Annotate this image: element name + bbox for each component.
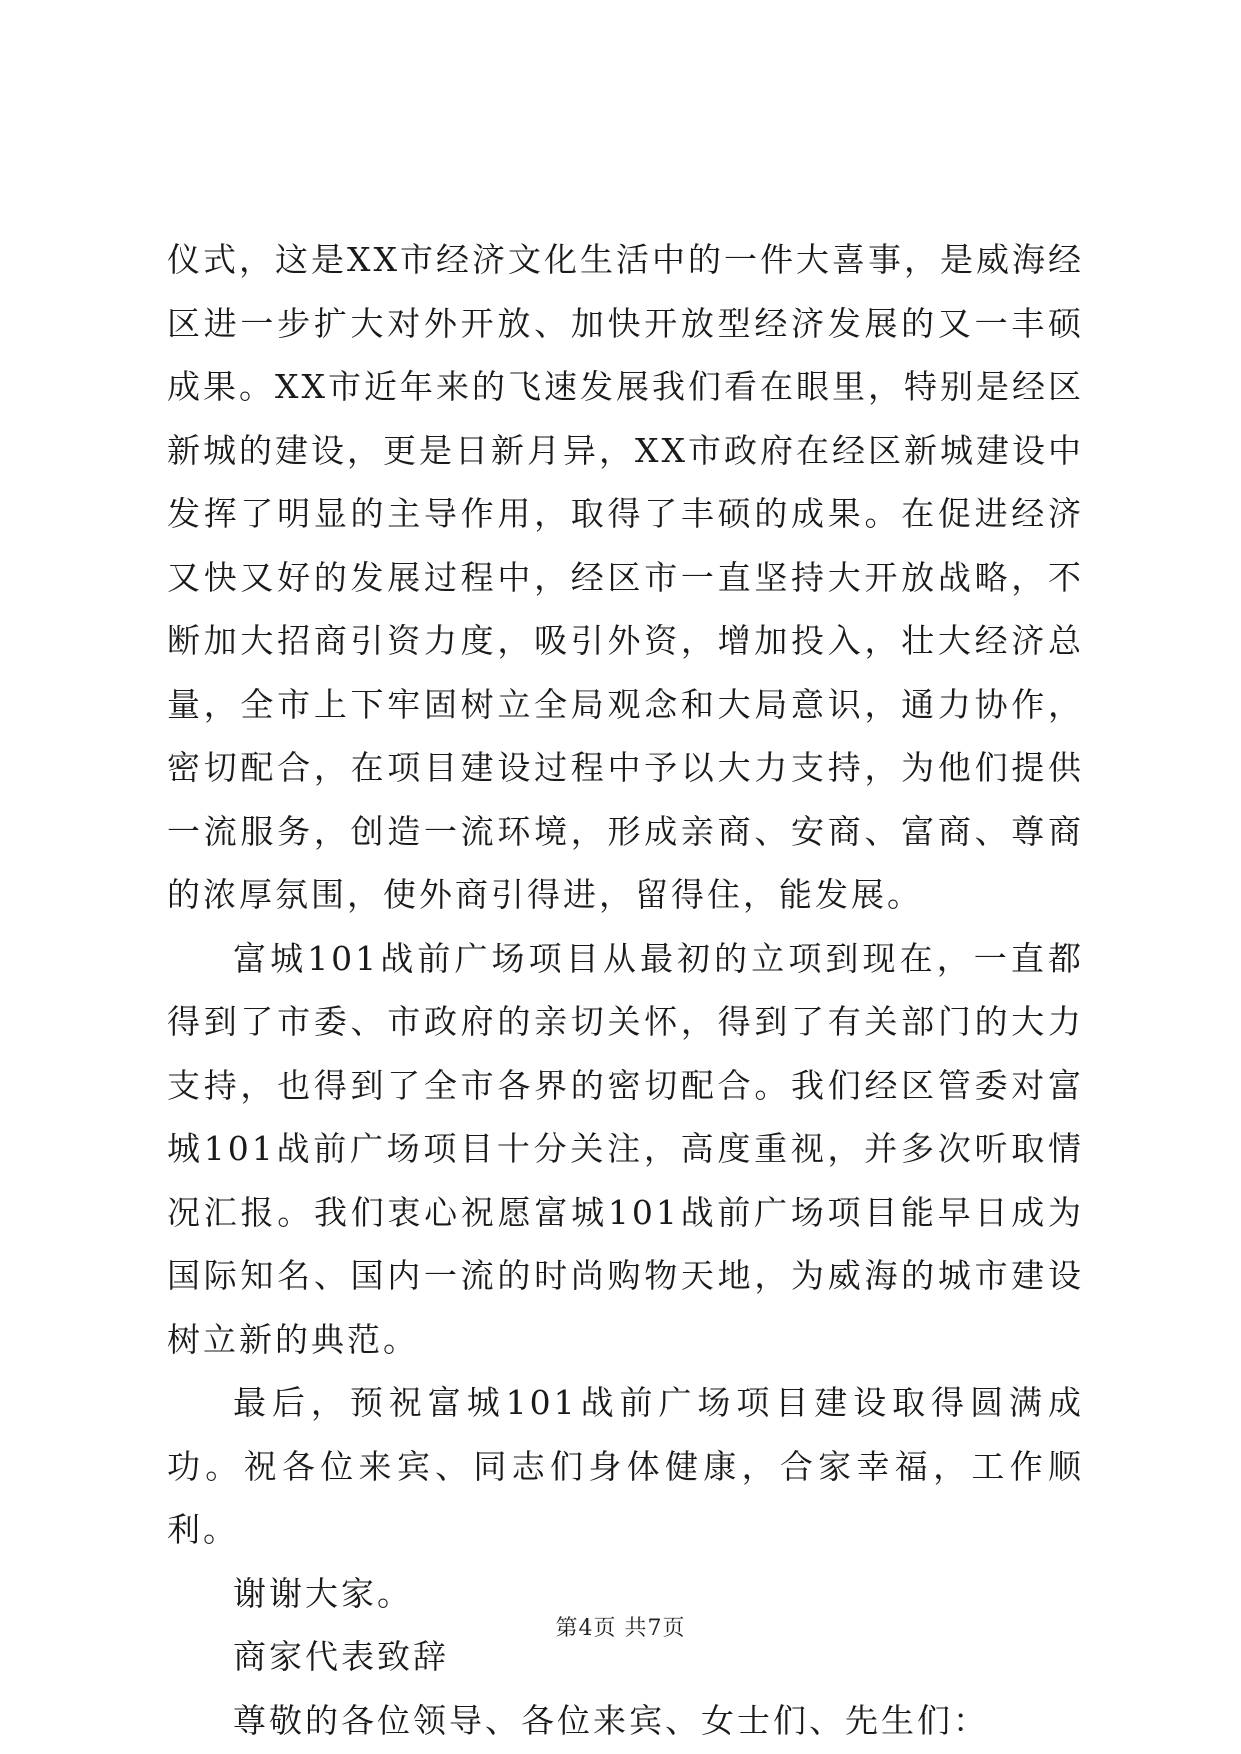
- document-body: [167, 228, 1084, 1752]
- paragraph-project-support: 富城101战前广场项目从最初的立项到现在，一直都得到了市委、市政府的亲切关怀，得到了有关部门的大力支持，也得到了全市各界的密切配合。我们经区管委对富城101战前广场项目十分关注，高度重视，并多次听取情况汇报。我们衷心祝愿富城101战前广场项目能早日成为国际知名、国内一流的时尚购物天地，为威海的城市建设树立新的典范。: [167, 938, 1084, 1359]
- section-heading-merchant-speech: 商家代表致辞: [233, 1637, 449, 1676]
- page-number-footer: 第4页 共7页: [555, 1616, 686, 1641]
- paragraph-closing-wishes: 最后，预祝富城101战前广场项目建设取得圆满成功。祝各位来宾、同志们身体健康，合家幸福，工作顺利。: [167, 1383, 1084, 1549]
- paragraph-ceremony-intro: 仪式，这是XX市经济文化生活中的一件大喜事，是威海经区进一步扩大对外开放、加快开放型经济发展的又一丰硕成果。XX市近年来的飞速发展我们看在眼里，特别是经区新城的建设，更是日新月异，XX市政府在经区新城建设中发挥了明显的主导作用，取得了丰硕的成果。在促进经济又快又好的发展过程中，经区市一直坚持大开放战略，不断加大招商引资力度，吸引外资，增加投入，壮大经济总量，全市上下牢固树立全局观念和大局意识，通力协作，密切配合，在项目建设过程中予以大力支持，为他们提供一流服务，创造一流环境，形成亲商、安商、富商、尊商的浓厚氛围，使外商引得进，留得住，能发展。: [167, 240, 1084, 914]
- paragraph-salutation: 尊敬的各位领导、各位来宾、女士们、先生们：: [233, 1700, 989, 1740]
- paragraph-thanks: 谢谢大家。: [233, 1573, 413, 1613]
